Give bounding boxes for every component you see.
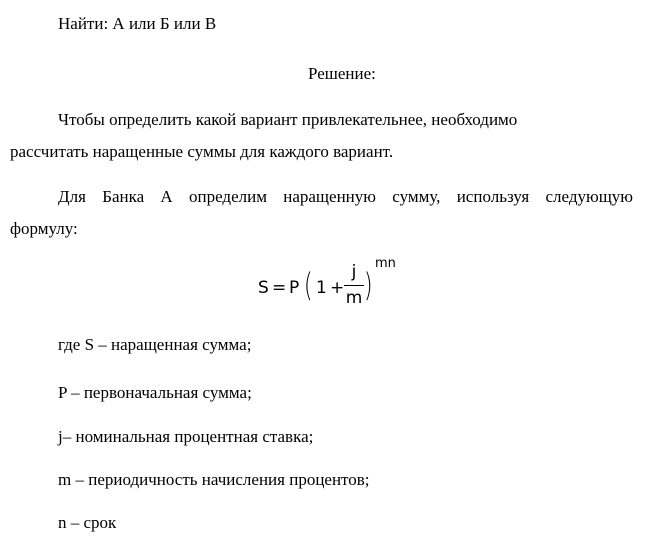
definition-m: m – периодичность начисления процентов; [58, 470, 370, 489]
formula-lhs: S [258, 278, 269, 298]
definition-n: n – срок [58, 513, 117, 532]
formula-exponent: mn [375, 256, 396, 271]
solution-heading: Решение: [308, 64, 376, 83]
definition-p: P – первоначальная сумма; [58, 383, 252, 402]
formula-fraction [344, 261, 364, 309]
formula-plus: + [330, 278, 345, 298]
definition-s: где S – наращенная сумма; [58, 335, 252, 354]
fraction-bar [344, 285, 364, 286]
paragraph-1-line-1: Чтобы определить какой вариант привлекательнее, необходимо [58, 110, 518, 129]
definition-j: j– номинальная процентная ставка; [58, 427, 314, 446]
formula-denominator: m [345, 288, 363, 308]
compound-interest-formula [258, 258, 418, 318]
formula-close-paren: ) [363, 266, 373, 304]
paragraph-1-line-2: рассчитать наращенные суммы для каждого вариант. [10, 142, 394, 161]
formula-base: P [289, 278, 300, 298]
paragraph-2-line-1: Для Банка А определим наращенную сумму, используя следующую [58, 187, 633, 206]
paragraph-2-line-2: формулу: [10, 219, 78, 238]
formula-numerator: j [351, 262, 357, 282]
formula-open-paren: ( [303, 266, 313, 304]
find-line: Найти: А или Б или В [58, 14, 217, 33]
formula-one: 1 [316, 278, 327, 298]
formula-equals: = [272, 278, 287, 298]
